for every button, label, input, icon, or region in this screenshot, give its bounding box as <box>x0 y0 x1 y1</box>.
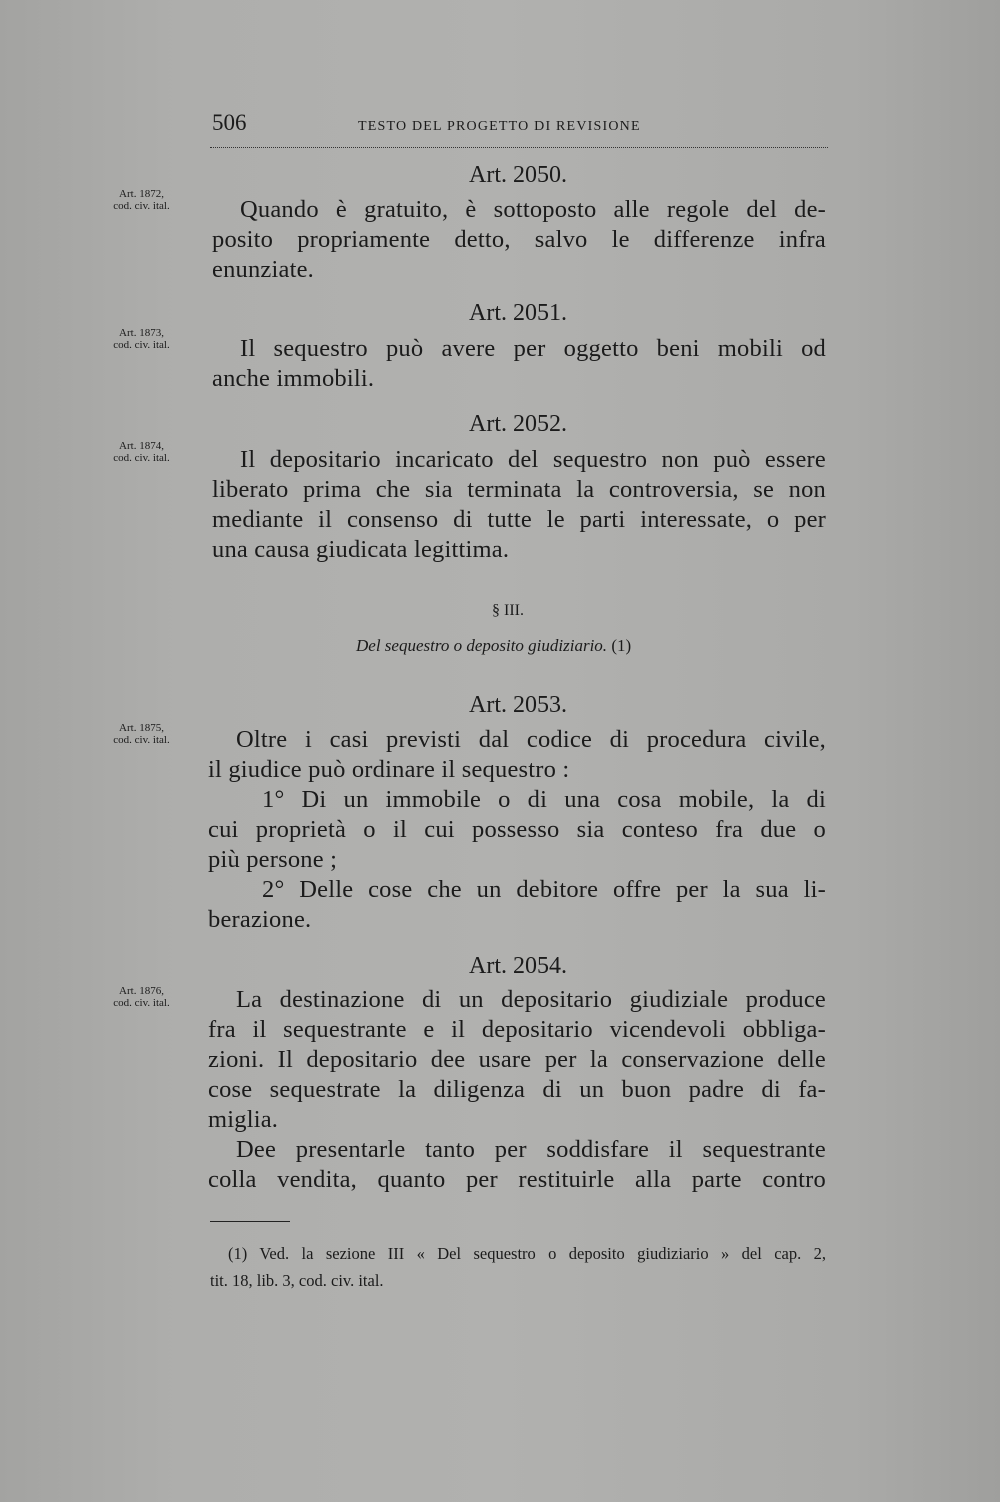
article-2053-text <box>208 725 826 935</box>
text-line: più persone ; <box>208 846 338 873</box>
margin-reference-2052 <box>94 440 189 464</box>
text-line: fra il sequestrante e il depositario vicendevoli obbliga- <box>208 1016 826 1043</box>
text-line: anche immobili. <box>212 365 375 392</box>
text-line: zioni. Il depositario dee usare per la conservazione delle <box>208 1046 826 1073</box>
text-line: mediante il consenso di tutte le parti interessate, o per <box>212 506 826 533</box>
text-line: posito propriamente detto, salvo le differenze infra <box>212 226 826 253</box>
margin-reference-2051 <box>94 327 189 351</box>
article-2054-text <box>208 985 826 1195</box>
footnote-rule <box>210 1221 290 1222</box>
margin-ref-line: Art. 1872, <box>119 188 164 200</box>
text-line: una causa giudicata legittima. <box>212 536 510 563</box>
section-mark: § III. <box>492 602 524 619</box>
running-title: TESTO DEL PROGETTO DI REVISIONE <box>358 119 641 134</box>
header-rule <box>210 147 828 148</box>
article-2051-heading: Art. 2051. <box>469 300 567 326</box>
article-2052-heading: Art. 2052. <box>469 411 567 437</box>
section-title <box>356 636 631 656</box>
article-2053-heading: Art. 2053. <box>469 692 567 718</box>
text-line: enunziate. <box>212 256 314 283</box>
margin-ref-line: cod. civ. ital. <box>113 339 170 351</box>
page-number: 506 <box>212 110 247 135</box>
article-2052-text <box>212 445 826 565</box>
margin-ref-line: cod. civ. ital. <box>113 452 170 464</box>
margin-ref-line: Art. 1873, <box>119 327 164 339</box>
margin-ref-line: cod. civ. ital. <box>113 997 170 1009</box>
article-2054-heading: Art. 2054. <box>469 953 567 979</box>
text-line: cose sequestrate la diligenza di un buon padre di fa- <box>208 1076 826 1103</box>
article-2050-text <box>212 195 826 285</box>
margin-ref-line: cod. civ. ital. <box>113 200 170 212</box>
text-line: berazione. <box>208 906 312 933</box>
footnote-reference: (1) <box>611 636 632 655</box>
article-2051-text <box>212 334 826 394</box>
footnote <box>210 1240 826 1294</box>
article-2050-heading: Art. 2050. <box>469 162 567 188</box>
text-line: Il sequestro può avere per oggetto beni mobili od <box>240 335 826 362</box>
text-line: il giudice può ordinare il sequestro : <box>208 756 570 783</box>
text-line: miglia. <box>208 1106 279 1133</box>
margin-reference-2050 <box>94 188 189 212</box>
margin-ref-line: cod. civ. ital. <box>113 734 170 746</box>
text-line: Dee presentarle tanto per soddisfare il sequestrante <box>236 1136 826 1163</box>
text-line: Oltre i casi previsti dal codice di procedura civile, <box>236 726 826 753</box>
section-title-text: Del sequestro o deposito giudiziario. <box>356 636 608 655</box>
margin-reference-2053 <box>94 722 189 746</box>
text-line: Il depositario incaricato del sequestro non può essere <box>240 446 826 473</box>
text-line: 1° Di un immobile o di una cosa mobile, la di <box>262 786 826 813</box>
footnote-line: tit. 18, lib. 3, cod. civ. ital. <box>210 1271 384 1290</box>
text-line: liberato prima che sia terminata la controversia, se non <box>212 476 826 503</box>
text-line: cui proprietà o il cui possesso sia conteso fra due o <box>208 816 826 843</box>
text-line: colla vendita, quanto per restituirle alla parte contro <box>208 1166 826 1193</box>
margin-ref-line: Art. 1874, <box>119 440 164 452</box>
margin-ref-line: Art. 1876, <box>119 985 164 997</box>
margin-ref-line: Art. 1875, <box>119 722 164 734</box>
text-line: Quando è gratuito, è sottoposto alle regole del de- <box>240 196 826 223</box>
margin-reference-2054 <box>94 985 189 1009</box>
text-line: 2° Delle cose che un debitore offre per la sua li- <box>262 876 826 903</box>
footnote-line: (1) Ved. la sezione III « Del sequestro o deposito giudiziario » del cap. 2, <box>228 1244 826 1263</box>
text-line: La destinazione di un depositario giudiziale produce <box>236 986 826 1013</box>
